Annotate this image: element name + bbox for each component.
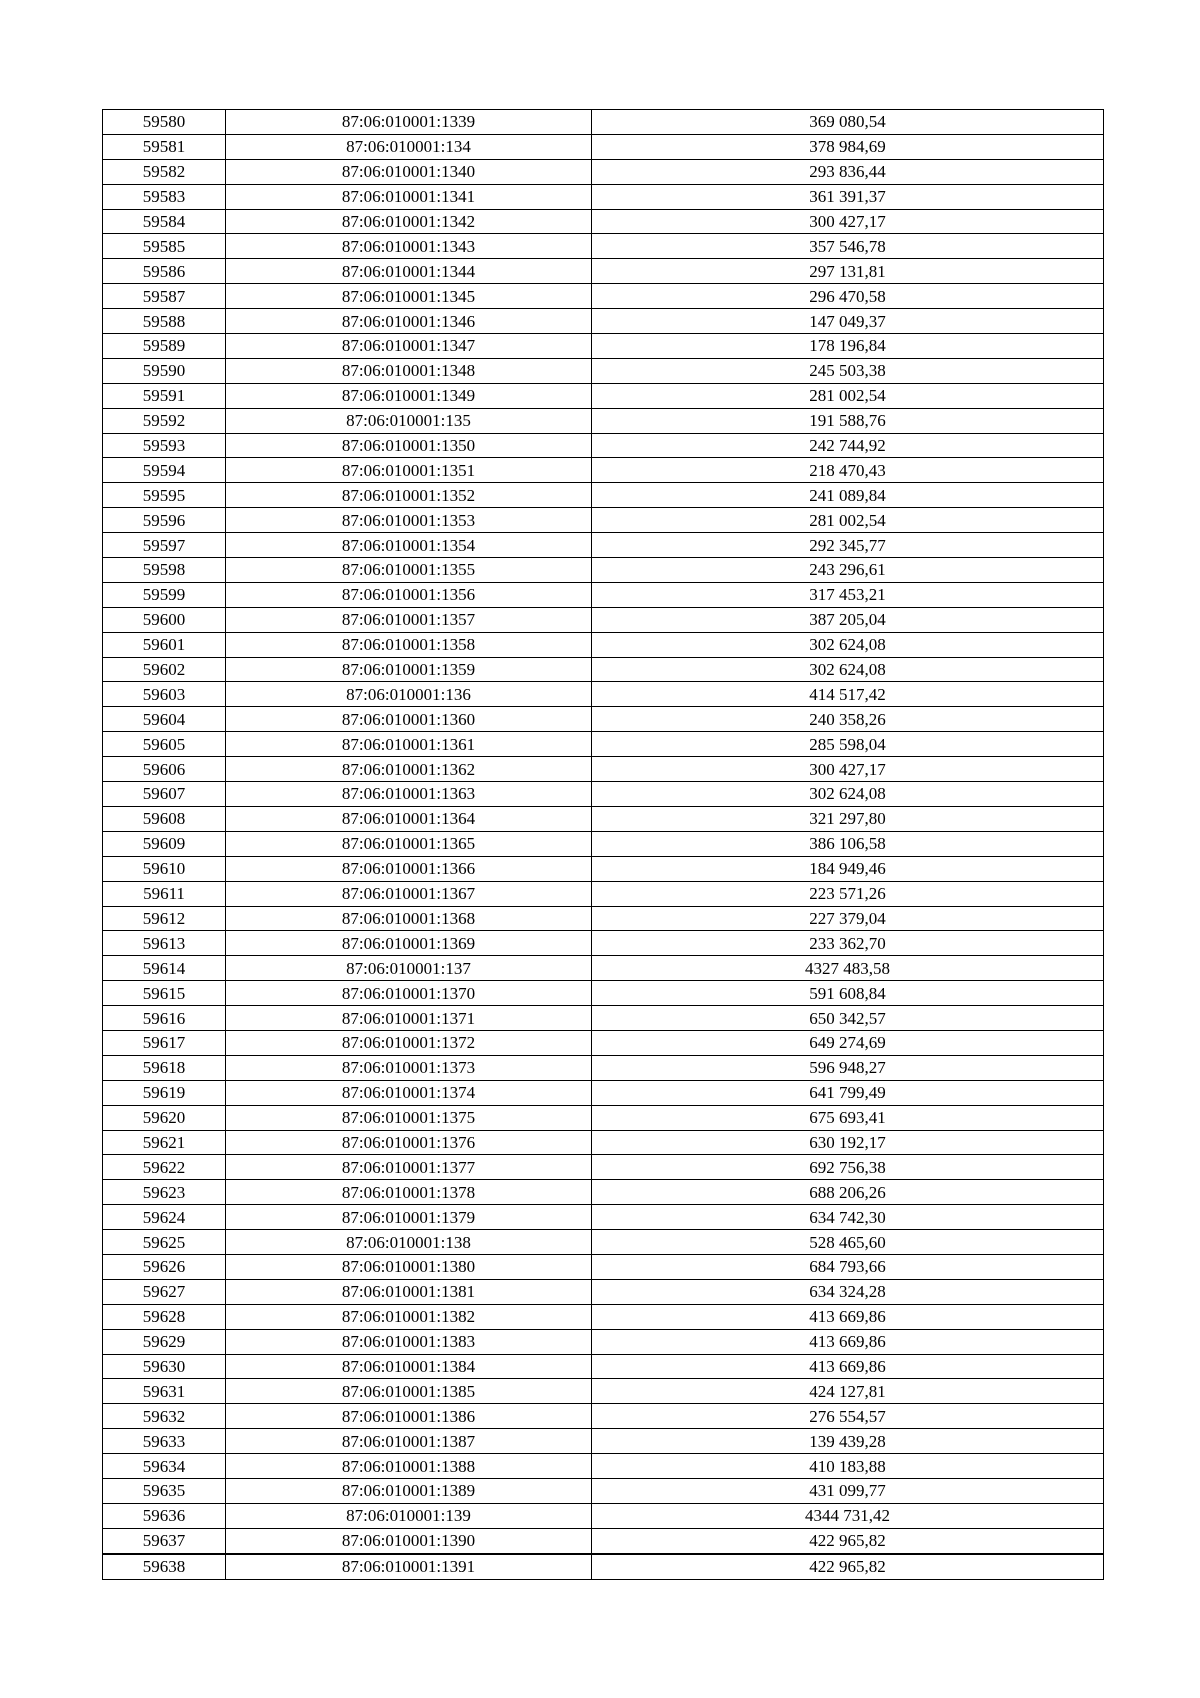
row-number-cell: 59616 xyxy=(103,1006,226,1031)
cadastral-value-cell: 424 127,81 xyxy=(592,1379,1104,1404)
table-row xyxy=(103,309,1104,334)
cadastral-value-cell: 302 624,08 xyxy=(592,657,1104,682)
row-number-cell: 59629 xyxy=(103,1329,226,1354)
cadastral-number-cell: 87:06:010001:1350 xyxy=(226,433,592,458)
cadastral-value-cell: 317 453,21 xyxy=(592,582,1104,607)
cadastral-number-cell: 87:06:010001:1368 xyxy=(226,906,592,931)
row-number-cell: 59605 xyxy=(103,732,226,757)
table-row xyxy=(103,334,1104,359)
cadastral-value-cell: 4327 483,58 xyxy=(592,956,1104,981)
cadastral-value-cell: 184 949,46 xyxy=(592,856,1104,881)
cadastral-value-cell: 422 965,82 xyxy=(592,1554,1104,1579)
table-row xyxy=(103,1454,1104,1479)
table-row xyxy=(103,582,1104,607)
cadastral-number-cell: 87:06:010001:1342 xyxy=(226,209,592,234)
cadastral-number-cell: 87:06:010001:134 xyxy=(226,134,592,159)
table-row xyxy=(103,707,1104,732)
cadastral-value-cell: 321 297,80 xyxy=(592,806,1104,831)
cadastral-number-cell: 87:06:010001:1369 xyxy=(226,931,592,956)
cadastral-value-cell: 634 324,28 xyxy=(592,1279,1104,1304)
row-number-cell: 59597 xyxy=(103,533,226,558)
cadastral-number-cell: 87:06:010001:1376 xyxy=(226,1130,592,1155)
table-row xyxy=(103,632,1104,657)
table-row xyxy=(103,981,1104,1006)
row-number-cell: 59613 xyxy=(103,931,226,956)
cadastral-value-cell: 191 588,76 xyxy=(592,408,1104,433)
table-row xyxy=(103,1006,1104,1031)
cadastral-value-cell: 245 503,38 xyxy=(592,358,1104,383)
table-row xyxy=(103,383,1104,408)
cadastral-number-cell: 87:06:010001:1358 xyxy=(226,632,592,657)
row-number-cell: 59580 xyxy=(103,110,226,135)
table-row xyxy=(103,657,1104,682)
row-number-cell: 59627 xyxy=(103,1279,226,1304)
row-number-cell: 59586 xyxy=(103,259,226,284)
cadastral-number-cell: 87:06:010001:1359 xyxy=(226,657,592,682)
cadastral-value-cell: 139 439,28 xyxy=(592,1429,1104,1454)
table-row xyxy=(103,906,1104,931)
table-row xyxy=(103,259,1104,284)
table-row xyxy=(103,1080,1104,1105)
cadastral-value-cell: 357 546,78 xyxy=(592,234,1104,259)
cadastral-value-cell: 178 196,84 xyxy=(592,334,1104,359)
cadastral-value-cell: 413 669,86 xyxy=(592,1329,1104,1354)
cadastral-value-cell: 692 756,38 xyxy=(592,1155,1104,1180)
row-number-cell: 59588 xyxy=(103,309,226,334)
table-row xyxy=(103,508,1104,533)
row-number-cell: 59581 xyxy=(103,134,226,159)
cadastral-number-cell: 87:06:010001:1379 xyxy=(226,1205,592,1230)
row-number-cell: 59625 xyxy=(103,1230,226,1255)
row-number-cell: 59620 xyxy=(103,1105,226,1130)
row-number-cell: 59635 xyxy=(103,1478,226,1503)
cadastral-value-cell: 293 836,44 xyxy=(592,159,1104,184)
cadastral-number-cell: 87:06:010001:1347 xyxy=(226,334,592,359)
cadastral-value-cell: 285 598,04 xyxy=(592,732,1104,757)
cadastral-number-cell: 87:06:010001:1385 xyxy=(226,1379,592,1404)
cadastral-number-cell: 87:06:010001:1374 xyxy=(226,1080,592,1105)
table-row xyxy=(103,110,1104,135)
cadastral-number-cell: 87:06:010001:1386 xyxy=(226,1404,592,1429)
cadastral-value-cell: 630 192,17 xyxy=(592,1130,1104,1155)
row-number-cell: 59591 xyxy=(103,383,226,408)
cadastral-number-cell: 87:06:010001:1363 xyxy=(226,782,592,807)
table-row xyxy=(103,1404,1104,1429)
cadastral-value-cell: 634 742,30 xyxy=(592,1205,1104,1230)
row-number-cell: 59604 xyxy=(103,707,226,732)
table-row xyxy=(103,184,1104,209)
cadastral-number-cell: 87:06:010001:1353 xyxy=(226,508,592,533)
row-number-cell: 59585 xyxy=(103,234,226,259)
cadastral-value-cell: 649 274,69 xyxy=(592,1030,1104,1055)
cadastral-number-cell: 87:06:010001:1366 xyxy=(226,856,592,881)
cadastral-value-cell: 240 358,26 xyxy=(592,707,1104,732)
cadastral-value-cell: 302 624,08 xyxy=(592,632,1104,657)
row-number-cell: 59603 xyxy=(103,682,226,707)
row-number-cell: 59587 xyxy=(103,284,226,309)
cadastral-number-cell: 87:06:010001:1375 xyxy=(226,1105,592,1130)
row-number-cell: 59631 xyxy=(103,1379,226,1404)
cadastral-number-cell: 87:06:010001:1370 xyxy=(226,981,592,1006)
row-number-cell: 59633 xyxy=(103,1429,226,1454)
table-row xyxy=(103,1105,1104,1130)
table-row xyxy=(103,607,1104,632)
cadastral-number-cell: 87:06:010001:1343 xyxy=(226,234,592,259)
row-number-cell: 59622 xyxy=(103,1155,226,1180)
table-row xyxy=(103,806,1104,831)
table-row xyxy=(103,732,1104,757)
cadastral-number-cell: 87:06:010001:1372 xyxy=(226,1030,592,1055)
cadastral-value-cell: 688 206,26 xyxy=(592,1180,1104,1205)
cadastral-number-cell: 87:06:010001:1367 xyxy=(226,881,592,906)
cadastral-number-cell: 87:06:010001:1349 xyxy=(226,383,592,408)
cadastral-value-cell: 276 554,57 xyxy=(592,1404,1104,1429)
table-row xyxy=(103,458,1104,483)
cadastral-value-cell: 596 948,27 xyxy=(592,1055,1104,1080)
table-row xyxy=(103,1155,1104,1180)
cadastral-value-cell: 4344 731,42 xyxy=(592,1503,1104,1528)
cadastral-number-cell: 87:06:010001:1340 xyxy=(226,159,592,184)
table-row xyxy=(103,1030,1104,1055)
table-row xyxy=(103,408,1104,433)
row-number-cell: 59601 xyxy=(103,632,226,657)
row-number-cell: 59617 xyxy=(103,1030,226,1055)
table-row xyxy=(103,1554,1104,1579)
row-number-cell: 59590 xyxy=(103,358,226,383)
row-number-cell: 59592 xyxy=(103,408,226,433)
row-number-cell: 59610 xyxy=(103,856,226,881)
cadastral-number-cell: 87:06:010001:138 xyxy=(226,1230,592,1255)
table-body xyxy=(103,110,1104,1580)
row-number-cell: 59582 xyxy=(103,159,226,184)
table-row xyxy=(103,134,1104,159)
cadastral-number-cell: 87:06:010001:1345 xyxy=(226,284,592,309)
cadastral-number-cell: 87:06:010001:1388 xyxy=(226,1454,592,1479)
table-row xyxy=(103,831,1104,856)
cadastral-value-cell: 223 571,26 xyxy=(592,881,1104,906)
table-row xyxy=(103,1205,1104,1230)
cadastral-value-cell: 300 427,17 xyxy=(592,209,1104,234)
cadastral-number-cell: 87:06:010001:1365 xyxy=(226,831,592,856)
table-row xyxy=(103,1528,1104,1553)
table-row xyxy=(103,358,1104,383)
row-number-cell: 59595 xyxy=(103,483,226,508)
table-row xyxy=(103,1429,1104,1454)
row-number-cell: 59599 xyxy=(103,582,226,607)
table-row xyxy=(103,757,1104,782)
cadastral-number-cell: 87:06:010001:139 xyxy=(226,1503,592,1528)
cadastral-value-cell: 241 089,84 xyxy=(592,483,1104,508)
table-row xyxy=(103,1180,1104,1205)
row-number-cell: 59619 xyxy=(103,1080,226,1105)
cadastral-value-cell: 218 470,43 xyxy=(592,458,1104,483)
cadastral-value-cell: 300 427,17 xyxy=(592,757,1104,782)
cadastral-value-cell: 296 470,58 xyxy=(592,284,1104,309)
table-row xyxy=(103,1329,1104,1354)
table-row xyxy=(103,483,1104,508)
cadastral-value-cell: 227 379,04 xyxy=(592,906,1104,931)
row-number-cell: 59638 xyxy=(103,1554,226,1579)
table-row xyxy=(103,1354,1104,1379)
cadastral-value-cell: 387 205,04 xyxy=(592,607,1104,632)
cadastral-value-cell: 242 744,92 xyxy=(592,433,1104,458)
row-number-cell: 59626 xyxy=(103,1254,226,1279)
cadastral-number-cell: 87:06:010001:1377 xyxy=(226,1155,592,1180)
row-number-cell: 59634 xyxy=(103,1454,226,1479)
table-row xyxy=(103,1055,1104,1080)
cadastral-value-cell: 414 517,42 xyxy=(592,682,1104,707)
cadastral-value-cell: 361 391,37 xyxy=(592,184,1104,209)
cadastral-value-cell: 302 624,08 xyxy=(592,782,1104,807)
cadastral-number-cell: 87:06:010001:1344 xyxy=(226,259,592,284)
row-number-cell: 59624 xyxy=(103,1205,226,1230)
table-row xyxy=(103,682,1104,707)
cadastral-number-cell: 87:06:010001:1362 xyxy=(226,757,592,782)
cadastral-number-cell: 87:06:010001:1356 xyxy=(226,582,592,607)
row-number-cell: 59621 xyxy=(103,1130,226,1155)
cadastral-number-cell: 87:06:010001:137 xyxy=(226,956,592,981)
cadastral-number-cell: 87:06:010001:1384 xyxy=(226,1354,592,1379)
cadastre-value-table xyxy=(102,109,1104,1580)
cadastral-number-cell: 87:06:010001:135 xyxy=(226,408,592,433)
table-row xyxy=(103,533,1104,558)
cadastral-number-cell: 87:06:010001:1354 xyxy=(226,533,592,558)
cadastral-value-cell: 243 296,61 xyxy=(592,558,1104,583)
cadastral-value-cell: 147 049,37 xyxy=(592,309,1104,334)
cadastral-value-cell: 641 799,49 xyxy=(592,1080,1104,1105)
table-row xyxy=(103,209,1104,234)
table-row xyxy=(103,856,1104,881)
row-number-cell: 59637 xyxy=(103,1528,226,1553)
cadastral-value-cell: 233 362,70 xyxy=(592,931,1104,956)
cadastral-value-cell: 422 965,82 xyxy=(592,1528,1104,1553)
row-number-cell: 59630 xyxy=(103,1354,226,1379)
cadastral-value-cell: 591 608,84 xyxy=(592,981,1104,1006)
cadastral-number-cell: 87:06:010001:1355 xyxy=(226,558,592,583)
cadastral-value-cell: 650 342,57 xyxy=(592,1006,1104,1031)
cadastral-number-cell: 87:06:010001:1348 xyxy=(226,358,592,383)
table-row xyxy=(103,159,1104,184)
row-number-cell: 59584 xyxy=(103,209,226,234)
row-number-cell: 59600 xyxy=(103,607,226,632)
cadastral-number-cell: 87:06:010001:1380 xyxy=(226,1254,592,1279)
cadastral-number-cell: 87:06:010001:1373 xyxy=(226,1055,592,1080)
cadastral-value-cell: 292 345,77 xyxy=(592,533,1104,558)
row-number-cell: 59618 xyxy=(103,1055,226,1080)
table-row xyxy=(103,558,1104,583)
cadastral-value-cell: 528 465,60 xyxy=(592,1230,1104,1255)
cadastral-number-cell: 87:06:010001:136 xyxy=(226,682,592,707)
cadastral-number-cell: 87:06:010001:1361 xyxy=(226,732,592,757)
row-number-cell: 59611 xyxy=(103,881,226,906)
row-number-cell: 59632 xyxy=(103,1404,226,1429)
cadastral-value-cell: 378 984,69 xyxy=(592,134,1104,159)
cadastral-number-cell: 87:06:010001:1371 xyxy=(226,1006,592,1031)
table-row xyxy=(103,1379,1104,1404)
row-number-cell: 59594 xyxy=(103,458,226,483)
table-row xyxy=(103,881,1104,906)
cadastral-number-cell: 87:06:010001:1357 xyxy=(226,607,592,632)
row-number-cell: 59608 xyxy=(103,806,226,831)
table-row xyxy=(103,433,1104,458)
cadastral-value-cell: 281 002,54 xyxy=(592,383,1104,408)
row-number-cell: 59589 xyxy=(103,334,226,359)
cadastral-number-cell: 87:06:010001:1364 xyxy=(226,806,592,831)
cadastral-number-cell: 87:06:010001:1390 xyxy=(226,1528,592,1553)
cadastral-number-cell: 87:06:010001:1360 xyxy=(226,707,592,732)
row-number-cell: 59593 xyxy=(103,433,226,458)
table-row xyxy=(103,284,1104,309)
row-number-cell: 59628 xyxy=(103,1304,226,1329)
cadastral-number-cell: 87:06:010001:1387 xyxy=(226,1429,592,1454)
row-number-cell: 59636 xyxy=(103,1503,226,1528)
cadastral-number-cell: 87:06:010001:1389 xyxy=(226,1478,592,1503)
table-row xyxy=(103,1503,1104,1528)
cadastral-number-cell: 87:06:010001:1382 xyxy=(226,1304,592,1329)
row-number-cell: 59623 xyxy=(103,1180,226,1205)
row-number-cell: 59596 xyxy=(103,508,226,533)
table-row xyxy=(103,1478,1104,1503)
cadastral-value-cell: 281 002,54 xyxy=(592,508,1104,533)
cadastral-value-cell: 675 693,41 xyxy=(592,1105,1104,1130)
cadastral-number-cell: 87:06:010001:1346 xyxy=(226,309,592,334)
cadastral-number-cell: 87:06:010001:1381 xyxy=(226,1279,592,1304)
table-row xyxy=(103,931,1104,956)
row-number-cell: 59602 xyxy=(103,657,226,682)
cadastral-number-cell: 87:06:010001:1391 xyxy=(226,1554,592,1579)
row-number-cell: 59612 xyxy=(103,906,226,931)
cadastral-value-cell: 410 183,88 xyxy=(592,1454,1104,1479)
cadastral-value-cell: 684 793,66 xyxy=(592,1254,1104,1279)
cadastral-number-cell: 87:06:010001:1383 xyxy=(226,1329,592,1354)
cadastral-number-cell: 87:06:010001:1378 xyxy=(226,1180,592,1205)
table-row xyxy=(103,1279,1104,1304)
table-row xyxy=(103,1304,1104,1329)
table-row xyxy=(103,1254,1104,1279)
cadastral-value-cell: 431 099,77 xyxy=(592,1478,1104,1503)
cadastral-value-cell: 386 106,58 xyxy=(592,831,1104,856)
row-number-cell: 59598 xyxy=(103,558,226,583)
row-number-cell: 59615 xyxy=(103,981,226,1006)
cadastral-value-cell: 413 669,86 xyxy=(592,1354,1104,1379)
row-number-cell: 59607 xyxy=(103,782,226,807)
cadastral-number-cell: 87:06:010001:1339 xyxy=(226,110,592,135)
row-number-cell: 59614 xyxy=(103,956,226,981)
cadastral-number-cell: 87:06:010001:1352 xyxy=(226,483,592,508)
cadastral-value-cell: 413 669,86 xyxy=(592,1304,1104,1329)
table-row xyxy=(103,956,1104,981)
cadastral-number-cell: 87:06:010001:1351 xyxy=(226,458,592,483)
cadastral-value-cell: 369 080,54 xyxy=(592,110,1104,135)
row-number-cell: 59583 xyxy=(103,184,226,209)
table-row xyxy=(103,234,1104,259)
table-row xyxy=(103,782,1104,807)
cadastral-number-cell: 87:06:010001:1341 xyxy=(226,184,592,209)
table-row xyxy=(103,1230,1104,1255)
cadastral-value-cell: 297 131,81 xyxy=(592,259,1104,284)
table-row xyxy=(103,1130,1104,1155)
row-number-cell: 59609 xyxy=(103,831,226,856)
row-number-cell: 59606 xyxy=(103,757,226,782)
